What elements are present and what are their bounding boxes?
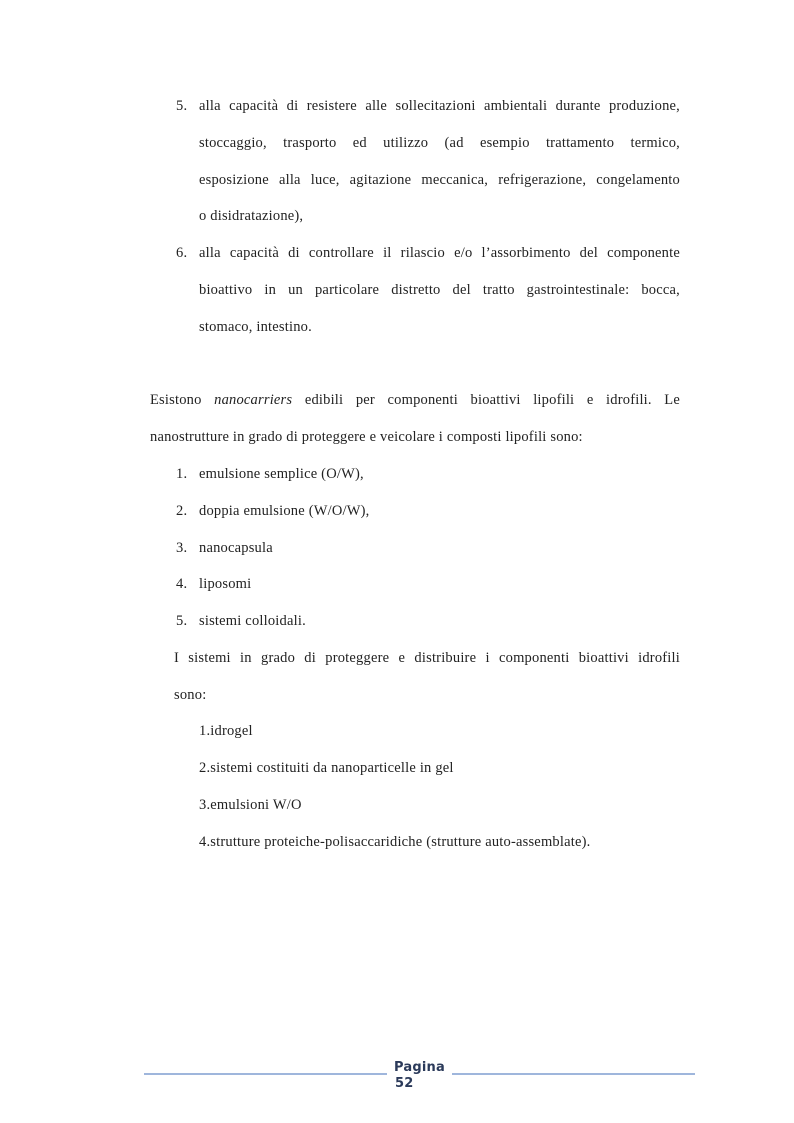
list-item-text: alla capacità di resistere alle sollecitazioni ambientali durante produzione, bbox=[199, 98, 680, 114]
list-item-text: stomaco, intestino. bbox=[199, 319, 312, 335]
footer-rule-right bbox=[452, 1073, 695, 1075]
list-item: 2.sistemi costituiti da nanoparticelle in gel bbox=[199, 760, 454, 776]
list-item-text: emulsione semplice (O/W), bbox=[199, 466, 364, 482]
list-item: 4.strutture proteiche-polisaccaridiche (strutture auto-assemblate). bbox=[199, 834, 591, 850]
paragraph-line: I sistemi in grado di proteggere e distribuire i componenti bioattivi idrofili bbox=[174, 650, 680, 666]
list-item-text: esposizione alla luce, agitazione meccanica, refrigerazione, congelamento bbox=[199, 172, 680, 188]
list-item: 3.emulsioni W/O bbox=[199, 797, 302, 813]
page-number: 52 bbox=[395, 1076, 414, 1091]
list-item-text: stoccaggio, trasporto ed utilizzo (ad esempio trattamento termico, bbox=[199, 135, 680, 151]
list-item-number: 4. bbox=[176, 576, 188, 592]
list-item-text: sistemi colloidali. bbox=[199, 613, 306, 629]
list-item-number: 1. bbox=[176, 466, 188, 482]
paragraph-line bbox=[150, 391, 680, 409]
footer-rule-left bbox=[144, 1073, 387, 1075]
list-item-number: 5. bbox=[176, 98, 188, 114]
list-item-number: 2. bbox=[176, 503, 188, 519]
paragraph-line: sono: bbox=[174, 687, 207, 703]
list-item-number: 3. bbox=[176, 540, 188, 556]
paragraph-emphasis: nanocarriers bbox=[214, 392, 293, 408]
list-item-text: bioattivo in un particolare distretto del tratto gastrointestinale: bocca, bbox=[199, 282, 680, 298]
paragraph-text: Esistono bbox=[150, 392, 202, 408]
list-item-number: 6. bbox=[176, 245, 188, 261]
list-item: 1.idrogel bbox=[199, 723, 253, 739]
list-item-text: nanocapsula bbox=[199, 540, 273, 556]
paragraph-line: nanostrutture in grado di proteggere e veicolare i composti lipofili sono: bbox=[150, 429, 583, 445]
list-item-text: doppia emulsione (W/O/W), bbox=[199, 503, 370, 519]
list-item-text: o disidratazione), bbox=[199, 208, 304, 224]
list-item-number: 5. bbox=[176, 613, 188, 629]
list-item-text: liposomi bbox=[199, 576, 252, 592]
paragraph-text: edibili per componenti bioattivi lipofili e idrofili. Le bbox=[304, 392, 680, 408]
list-item-text: alla capacità di controllare il rilascio e/o l’assorbimento del componente bbox=[199, 245, 680, 261]
footer-label: Pagina bbox=[394, 1060, 445, 1075]
